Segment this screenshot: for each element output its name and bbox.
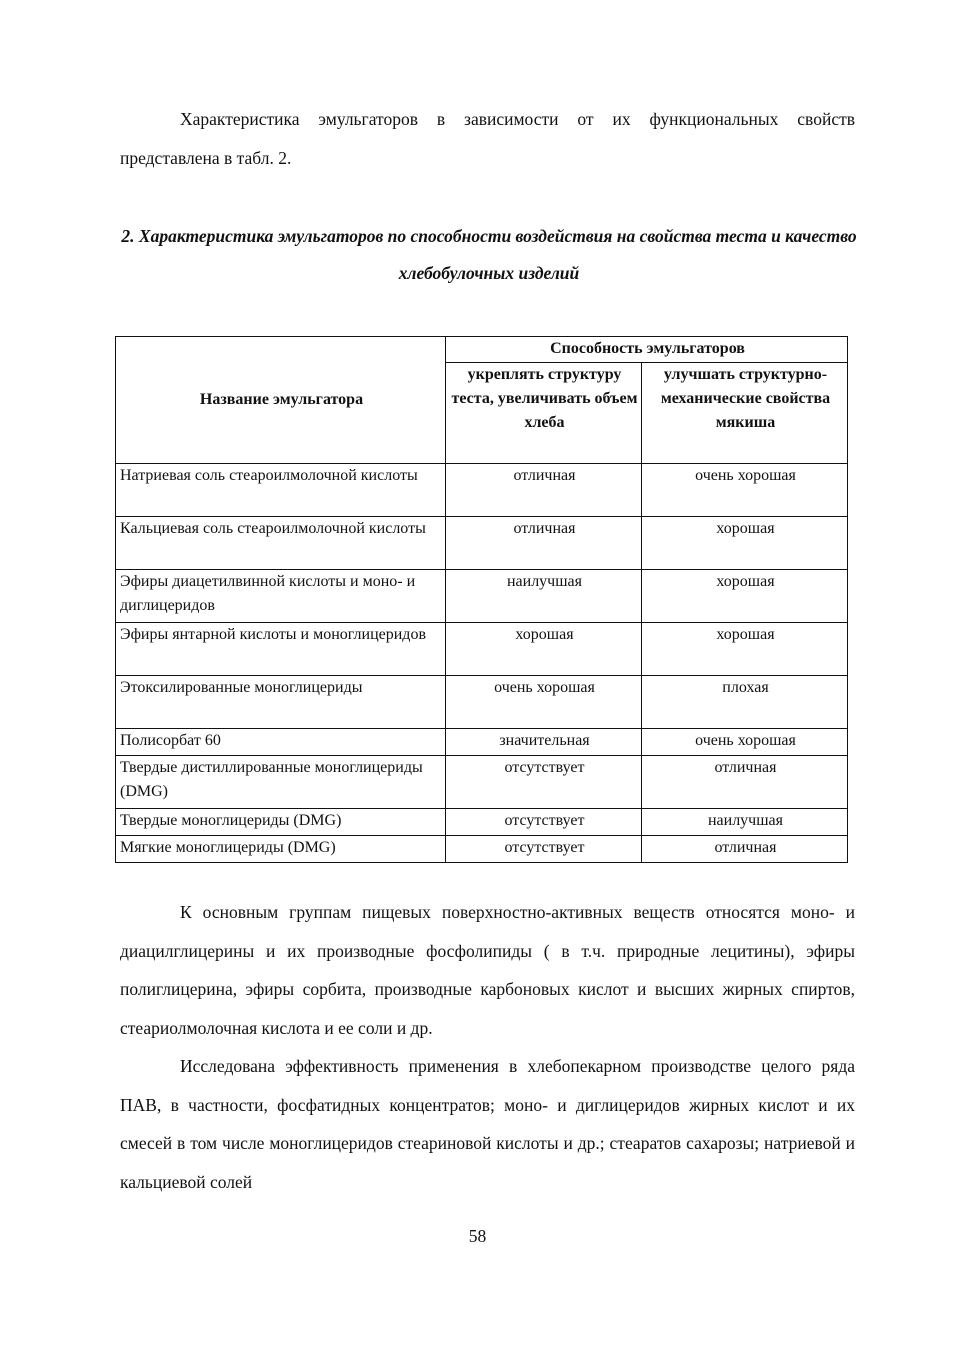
crumb-effect: хорошая — [642, 623, 848, 676]
emulsifier-name: Натриевая соль стеароилмолочной кислоты — [116, 464, 446, 517]
header-emulsifier-name: Название эмульгатора — [116, 337, 446, 464]
crumb-effect: плохая — [642, 676, 848, 729]
dough-effect: наилучшая — [446, 570, 642, 623]
dough-effect: отсутствует — [446, 836, 642, 863]
header-emulsifier-ability: Способность эмульгаторов — [446, 337, 848, 363]
dough-effect: значительная — [446, 729, 642, 756]
dough-effect: отсутствует — [446, 756, 642, 809]
table-row — [116, 623, 848, 676]
intro-paragraph: Характеристика эмульгаторов в зависимости от их функциональных свойств представлена в табл. 2. — [120, 109, 855, 168]
crumb-effect: хорошая — [642, 517, 848, 570]
body-paragraph: К основным группам пищевых поверхностно-активных веществ относятся моно- и диацилглицерины и их производные фосфолипиды ( в т.ч. природные лецитины), эфиры полиглицерина, эфиры сорбита, производные карбоновых кислот и высших жирных спиртов, стеариолмолочная кислота и ее соли и др. — [120, 902, 855, 1038]
table-row — [116, 517, 848, 570]
table-row — [116, 809, 848, 836]
emulsifier-name: Эфиры диацетилвинной кислоты и моно- и диглицеридов — [116, 570, 446, 623]
emulsifier-name: Твердые моноглицериды (DMG) — [116, 809, 446, 836]
table-row — [116, 836, 848, 863]
crumb-effect: хорошая — [642, 570, 848, 623]
body-paragraph: Исследована эффективность применения в хлебопекарном производстве целого ряда ПАВ, в частности, фосфатидных концентратов; моно- и диглицеридов жирных кислот и их смесей в том числе моноглицеридов стеариновой кислоты и др.; стеаратов сахарозы; натриевой и кальциевой солей — [120, 1056, 855, 1192]
emulsifier-name: Мягкие моноглицериды (DMG) — [116, 836, 446, 863]
body-text — [120, 893, 855, 1201]
dough-effect: отличная — [446, 517, 642, 570]
dough-effect: отсутствует — [446, 809, 642, 836]
page-number: 58 — [468, 1226, 487, 1246]
emulsifier-name: Этоксилированные моноглицериды — [116, 676, 446, 729]
dough-effect: очень хорошая — [446, 676, 642, 729]
table-row — [116, 464, 848, 517]
table-row — [116, 570, 848, 623]
crumb-effect: очень хорошая — [642, 464, 848, 517]
header-improve-crumb: улучшать структурно-механические свойства мякиша — [642, 363, 848, 464]
crumb-effect: очень хорошая — [642, 729, 848, 756]
dough-effect: хорошая — [446, 623, 642, 676]
table-caption: 2. Характеристика эмульгаторов по способности воздействия на свойства теста и качество хлебобулочных изделий — [121, 226, 857, 283]
crumb-effect: отличная — [642, 836, 848, 863]
emulsifier-name: Твердые дистиллированные моноглицериды (DMG) — [116, 756, 446, 809]
table-row — [116, 756, 848, 809]
table-row — [116, 729, 848, 756]
emulsifier-name: Полисорбат 60 — [116, 729, 446, 756]
emulsifier-table — [115, 336, 848, 863]
crumb-effect: отличная — [642, 756, 848, 809]
dough-effect: отличная — [446, 464, 642, 517]
crumb-effect: наилучшая — [642, 809, 848, 836]
emulsifier-name: Кальциевая соль стеароилмолочной кислоты — [116, 517, 446, 570]
header-strengthen-dough: укреплять структуру теста, увеличивать объем хлеба — [446, 363, 642, 464]
table-row — [116, 676, 848, 729]
emulsifier-name: Эфиры янтарной кислоты и моноглицеридов — [116, 623, 446, 676]
